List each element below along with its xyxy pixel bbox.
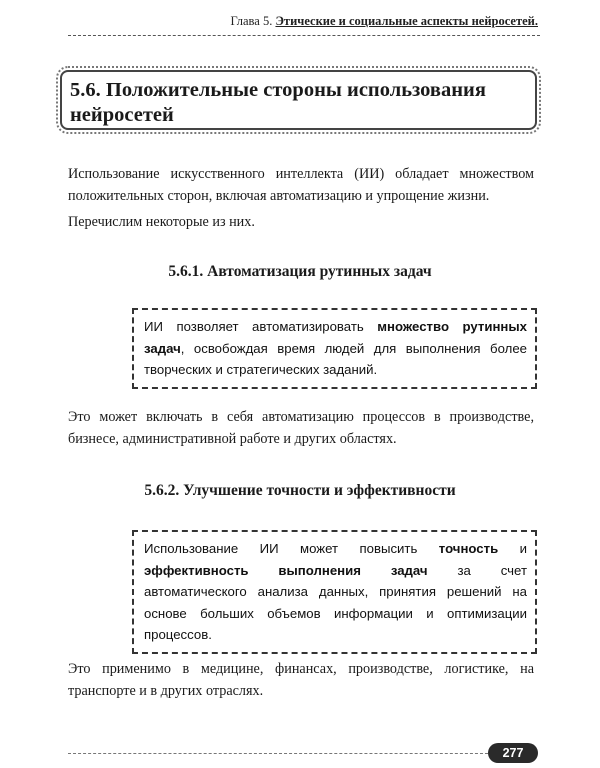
running-header [230,14,538,29]
callout-2-text-mid: и [498,541,528,556]
footer-divider [68,753,488,754]
chapter-title: Этические и социальные аспекты нейросетей. [275,14,538,28]
callout-box-2 [132,530,537,654]
callout-2-emphasis-2: эффективность выполнения задач [144,562,428,578]
intro-list-lead: Перечислим некоторые из них. [68,214,255,230]
subsection-2-title: 5.6.2. Улучшение точности и эффективности [144,482,456,499]
callout-1-text-end: , освобождая время людей для выполнения более творческих и стратегических заданий. [144,340,527,377]
callout-box-1 [132,308,537,389]
intro-paragraph: Использование искусственного интеллекта (ИИ) обладает множеством положительных сторон, включая автоматизацию и упрощение жизни. [68,166,534,204]
subsection-1-paragraph: Это может включать в себя автоматизацию процессов в производстве, бизнесе, административной работе и других областях. [68,409,534,447]
page-number: 277 [488,743,538,763]
chapter-label: Глава 5. [230,14,273,28]
callout-1-emphasis: множество рутинных задач [144,319,527,356]
subsection-2-paragraph: Это применимо в медицине, финансах, производстве, логистике, на транспорте и в других отраслях. [68,661,534,699]
callout-2-text-end: за счет автоматического анализа данных, принятия решений на основе больших объемов информации и оптимизации процессов. [144,562,527,642]
callout-1-text-start: ИИ позволяет автоматизировать [144,319,378,334]
section-title: 5.6. Положительные стороны использования нейросетей [70,79,486,126]
header-divider [68,35,540,36]
callout-2-text-start: Использование ИИ может повысить [144,541,439,556]
callout-2-emphasis-1: точность [438,541,499,556]
subsection-1-title: 5.6.1. Автоматизация рутинных задач [168,263,432,280]
